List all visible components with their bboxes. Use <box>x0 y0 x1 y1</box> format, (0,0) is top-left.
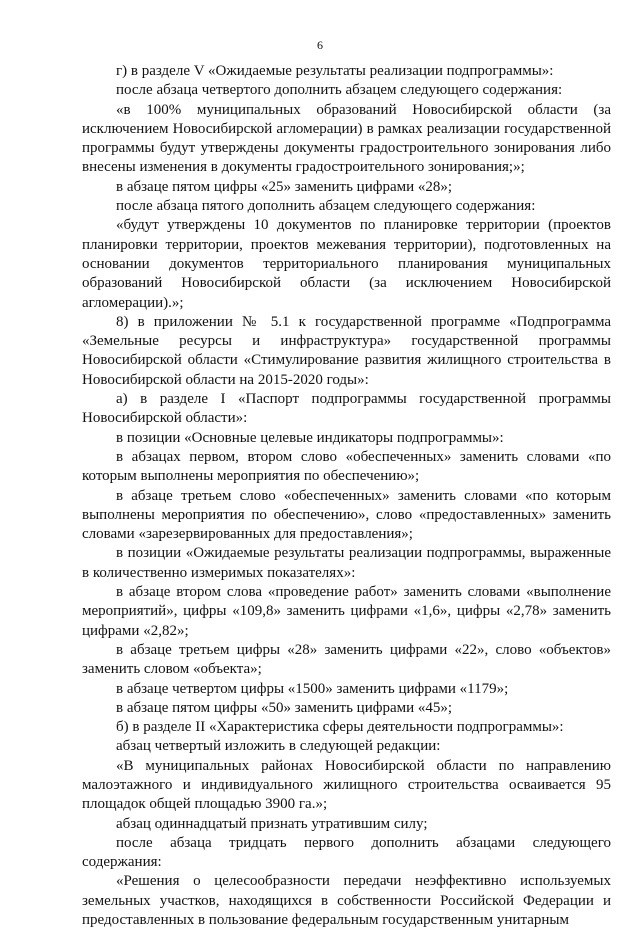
paragraph: г) в разделе V «Ожидаемые результаты реализации подпрограммы»: <box>116 63 554 79</box>
paragraph: в абзаце третьем цифры «28» заменить цифрами «22», слово «объектов» заменить словом «объекта»; <box>82 641 611 678</box>
paragraph: в позиции «Ожидаемые результаты реализации подпрограммы, выраженные в количественно измеримых показателях»: <box>82 545 611 581</box>
paragraph: в абзаце пятом цифры «25» заменить цифрами «28»; <box>116 178 453 195</box>
page-number: 6 <box>317 38 323 52</box>
document-body <box>82 62 611 930</box>
paragraph: «будут утверждены 10 документов по планировке территории (проектов планировки территории, проектов межевания территории), подготовленных на основании документов территориального планирования муниципальных образований Новосибирской области (за исключением Новосибирской агломерации).»; <box>82 217 611 311</box>
paragraph: «Решения о целесообразности передачи неэффективно используемых земельных участков, находящихся в собственности Российской Федерации и предоставленных в пользование федеральным государственным унитарным <box>82 873 611 929</box>
paragraph: «в 100% муниципальных образований Новосибирской области (за исключением Новосибирской агломерации) в рамках реализации государственной программы будут утверждены документы градостроительного зонирования либо внесены изменения в документы градостроительного зонирования;»; <box>82 101 611 176</box>
paragraph: после абзаца четвертого дополнить абзацем следующего содержания: <box>116 82 563 99</box>
paragraph: в абзаце третьем слово «обеспеченных» заменить словами «по которым выполнены мероприятия по обеспечению», слово «предоставленных» заменить словами «зарезервированных для предоставления»; <box>82 487 611 543</box>
paragraph: в абзаце четвертом цифры «1500» заменить цифрами «1179»; <box>116 680 509 697</box>
paragraph: в абзацах первом, втором слово «обеспеченных» заменить словами «по которым выполнены мероприятия по обеспечению»; <box>82 448 611 485</box>
paragraph: абзац одиннадцатый признать утратившим силу; <box>116 815 428 832</box>
paragraph: 8) в приложении № 5.1 к государственной программе «Подпрограмма «Земельные ресурсы и инфраструктура» государственной программы Новосибирской области «Стимулирование развития жилищного строительства в Новосибирской области на 2015-2020 годы»: <box>82 313 611 388</box>
paragraph: б) в разделе II «Характеристика сферы деятельности подпрограммы»: <box>116 719 564 736</box>
paragraph: в абзаце втором слова «проведение работ» заменить словами «выполнение мероприятий», цифры «109,8» заменить цифрами «1,6», цифры «2,78» заменить цифрами «2,82»; <box>82 584 611 639</box>
paragraph: после абзаца пятого дополнить абзацем следующего содержания: <box>116 198 536 215</box>
paragraph: а) в разделе I «Паспорт подпрограммы государственной программы Новосибирской области»: <box>82 391 611 427</box>
paragraph: в позиции «Основные целевые индикаторы подпрограммы»: <box>116 429 504 446</box>
paragraph: «В муниципальных районах Новосибирской области по направлению малоэтажного и индивидуального жилищного строительства осваивается 95 площадок общей площадью 3900 га.»; <box>82 757 611 813</box>
paragraph: в абзаце пятом цифры «50» заменить цифрами «45»; <box>116 699 453 716</box>
paragraph: после абзаца тридцать первого дополнить абзацами следующего содержания: <box>82 834 611 871</box>
paragraph: абзац четвертый изложить в следующей редакции: <box>116 738 441 755</box>
